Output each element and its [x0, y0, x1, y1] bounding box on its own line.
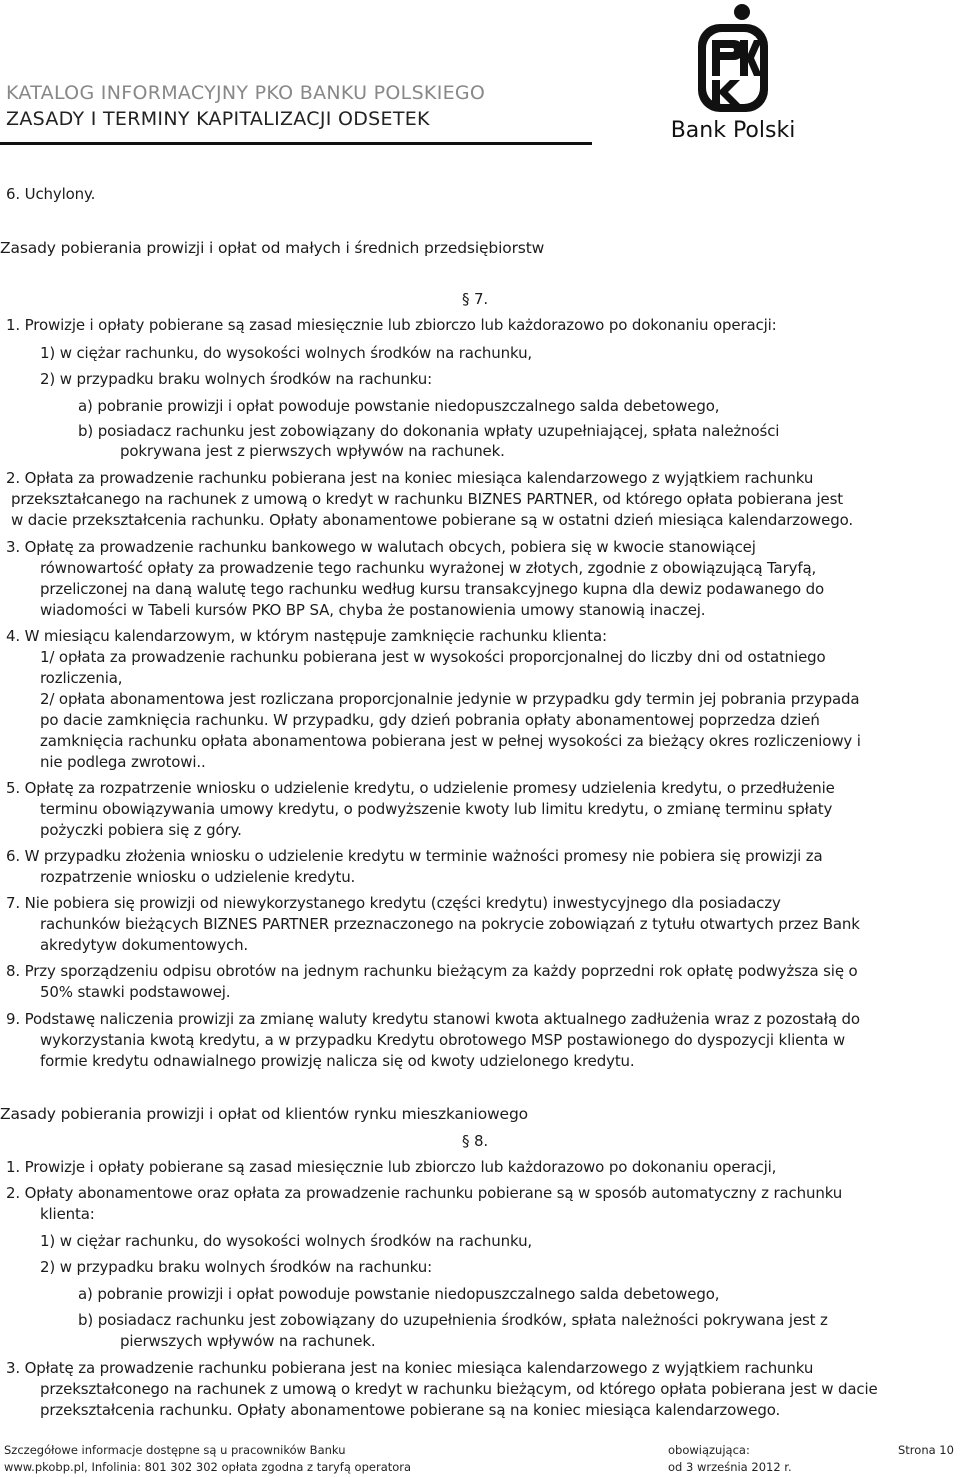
text-line: przekształconego na rachunek z umową o kredyt w rachunku bieżącym, od którego opłata pobierana jest w dacie [40, 1380, 878, 1398]
text-line: 4. W miesiącu kalendarzowym, w którym następuje zamknięcie rachunku klienta: [6, 627, 607, 645]
text-line: nie podlega zwrotowi.. [40, 753, 206, 771]
text-line: w dacie przekształcenia rachunku. Opłaty abonamentowe pobierane są w ostatni dzień miesiąca kalendarzowego. [11, 511, 853, 529]
text-line: 1/ opłata za prowadzenie rachunku pobierana jest w wysokości proporcjonalnej do liczby dni od ostatniego [40, 648, 826, 666]
text-line: a) pobranie prowizji i opłat powoduje powstanie niedopuszczalnego salda debetowego, [78, 1285, 720, 1303]
text-line: równowartość opłaty za prowadzenie tego rachunku wyrażonej w złotych, zgodnie z obowiązującą Taryfą, [40, 559, 817, 577]
pko-emblem-icon [692, 0, 774, 112]
text-line: 7. Nie pobiera się prowizji od niewykorzystanego kredytu (części kredytu) inwestycyjnego dla posiadaczy [6, 894, 781, 912]
document-footer [0, 1442, 960, 1477]
text-line: a) pobranie prowizji i opłat powoduje powstanie niedopuszczalnego salda debetowego, [78, 397, 720, 415]
text-line: 9. Podstawę naliczenia prowizji za zmianę waluty kredytu stanowi kwota aktualnego zadłużenia wraz z pozostałą do [6, 1010, 860, 1028]
footer-valid-label: obowiązująca: [668, 1443, 750, 1457]
section-heading: Zasady pobierania prowizji i opłat od małych i średnich przedsiębiorstw [0, 239, 545, 257]
pko-logo [668, 0, 798, 150]
text-line: 2. Opłata za prowadzenie rachunku pobierana jest na koniec miesiąca kalendarzowego z wyjątkiem rachunku [6, 469, 814, 487]
text-line: 5. Opłatę za rozpatrzenie wniosku o udzielenie kredytu, o udzielenie promesy udzielenia kredytu, o przedłużenie [6, 779, 835, 797]
text-line: 2) w przypadku braku wolnych środków na rachunku: [40, 1258, 433, 1276]
text-line: pokrywana jest z pierwszych wpływów na rachunek. [120, 442, 505, 460]
text-line: przeliczonej na daną walutę tego rachunku według kursu transakcyjnego kupna dla dewiz podawanego do [40, 580, 825, 598]
footer-valid-date: od 3 września 2012 r. [668, 1460, 792, 1474]
text-line: terminu obowiązywania umowy kredytu, o podwyższenie kwoty lub limitu kredytu, o zmianę terminu spłaty [40, 800, 833, 818]
text-line: pierwszych wpływów na rachunek. [120, 1332, 376, 1350]
footer-contact: www.pkobp.pl, Infolinia: 801 302 302 opłata zgodna z taryfą operatora [4, 1460, 412, 1474]
text-line: 3. Opłatę za prowadzenie rachunku bankowego w walutach obcych, pobiera się w kwocie stanowiącej [6, 538, 756, 556]
text-line: 1. Prowizje i opłaty pobierane są zasad miesięcznie lub zbiorczo lub każdorazowo po dokonaniu operacji, [6, 1158, 777, 1176]
document-header [6, 80, 606, 132]
text-line: formie kredytu odnawialnego prowizję nalicza się od kwoty udzielonego kredytu. [40, 1052, 635, 1070]
text-line: 6. W przypadku złożenia wniosku o udzielenie kredytu w terminie ważności promesy nie pobiera się prowizji za [6, 847, 823, 865]
text-line: 2. Opłaty abonamentowe oraz opłata za prowadzenie rachunku pobierane są w sposób automatyczny z rachunku [6, 1184, 843, 1202]
page-number: Strona 10 [898, 1443, 954, 1457]
catalog-title: KATALOG INFORMACYJNY PKO BANKU POLSKIEGO [6, 82, 486, 104]
text-line: przekształcenia rachunku. Opłaty abonamentowe pobierane są na koniec miesiąca kalendarzowego. [40, 1401, 781, 1419]
text-line: zamknięcia rachunku opłata abonamentowa pobierana jest w pełnej wysokości za bieżący okres rozliczeniowy i [40, 732, 861, 750]
text-line: 1. Prowizje i opłaty pobierane są zasad miesięcznie lub zbiorczo lub każdorazowo po dokonaniu operacji: [6, 316, 777, 334]
text-line: 1) w ciężar rachunku, do wysokości wolnych środków na rachunku, [40, 1232, 533, 1250]
text-line: 8. Przy sporządzeniu odpisu obrotów na jednym rachunku bieżącym za każdy poprzedni rok opłatę podwyższa się o [6, 962, 858, 980]
text-line: 1) w ciężar rachunku, do wysokości wolnych środków na rachunku, [40, 344, 533, 362]
text-line: b) posiadacz rachunku jest zobowiązany do dokonania wpłaty uzupełniającej, spłata należności [78, 422, 780, 440]
brand-name: Bank Polski [670, 118, 796, 143]
text-line: akredytyw dokumentowych. [40, 936, 249, 954]
text-line: wykorzystania kwotą kredytu, a w przypadku Kredytu obrotowego MSP postawionego do dyspozycji klienta w [40, 1031, 846, 1049]
text-line: rozliczenia, [40, 669, 123, 687]
text-line: 2/ opłata abonamentowa jest rozliczana proporcjonalnie jedynie w przypadku gdy termin jej pobrania przypada [40, 690, 860, 708]
text-line: b) posiadacz rachunku jest zobowiązany do uzupełnienia środków, spłata należności pokrywana jest z [78, 1311, 828, 1329]
text-line: po dacie zamknięcia rachunku. W przypadku, gdy dzień pobrania opłaty abonamentowej poprzedza dzień [40, 711, 820, 729]
section-subtitle: ZASADY I TERMINY KAPITALIZACJI ODSETEK [6, 108, 430, 130]
text-line: klienta: [40, 1205, 95, 1223]
text-line: przekształcanego na rachunek z umową o kredyt w rachunku BIZNES PARTNER, od którego opłata pobierana jest [11, 490, 843, 508]
text-line: 50% stawki podstawowej. [40, 983, 231, 1001]
footer-info: Szczegółowe informacje dostępne są u pracowników Banku [4, 1443, 346, 1457]
text-line: 6. Uchylony. [6, 185, 96, 203]
paragraph-number: § 8. [462, 1132, 488, 1150]
text-line: wiadomości w Tabeli kursów PKO BP SA, chyba że postanowienia umowy stanowią inaczej. [40, 601, 706, 619]
section-heading: Zasady pobierania prowizji i opłat od klientów rynku mieszkaniowego [0, 1105, 528, 1123]
text-line: 3. Opłatę za prowadzenie rachunku pobierana jest na koniec miesiąca kalendarzowego z wyjątkiem rachunku [6, 1359, 814, 1377]
text-line: 2) w przypadku braku wolnych środków na rachunku: [40, 370, 433, 388]
paragraph-number: § 7. [462, 290, 488, 308]
text-line: rachunków bieżących BIZNES PARTNER przeznaczonego na pokrycie zobowiązań z tytułu otwartych przez Bank [40, 915, 860, 933]
header-divider [0, 142, 592, 145]
text-line: rozpatrzenie wniosku o udzielenie kredytu. [40, 868, 356, 886]
text-line: pożyczki pobiera się z góry. [40, 821, 242, 839]
